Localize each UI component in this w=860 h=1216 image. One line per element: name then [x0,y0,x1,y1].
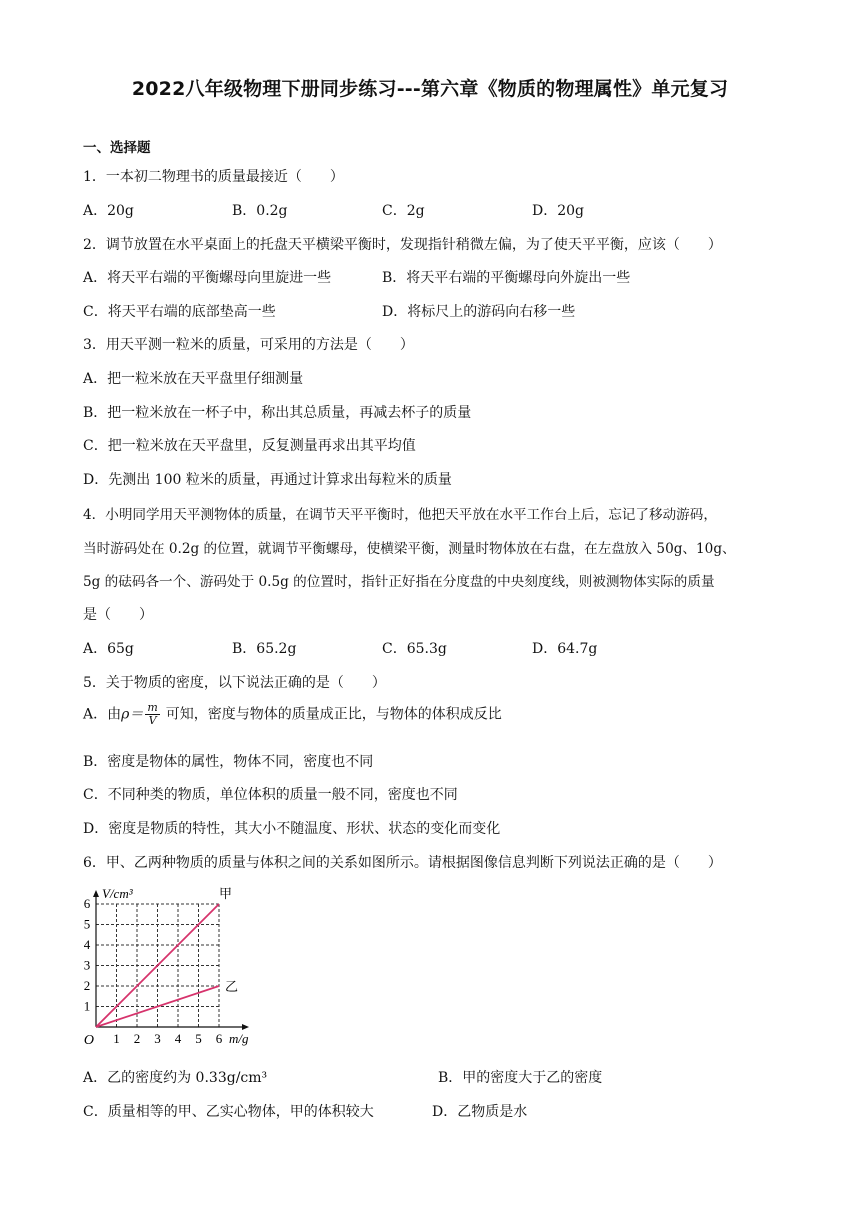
origin-label: O [83,1033,94,1048]
question-2-option-d: D．将标尺上的游码向右移一些 [382,304,576,320]
series-label: 甲 [219,887,233,902]
x-tick-label: 4 [174,1031,182,1046]
x-tick-label: 3 [154,1031,161,1046]
question-5-option-a [83,702,502,727]
question-2-option-a: A．将天平右端的平衡螺母向里旋进一些 [83,270,332,286]
question-4-line-2: 当时游码处在 0.2g 的位置，就调节平衡螺母，使横梁平衡，测量时物体放在右盘，在左盘放入 50g、10g、 [83,541,736,557]
question-2-option-b: B．将天平右端的平衡螺母向外旋出一些 [382,270,631,286]
question-4-option-a: A．65g [83,641,134,657]
y-tick-label: 2 [83,978,91,993]
density-formula-lhs: ρ＝ [121,706,144,723]
x-axis-arrow [242,1024,249,1030]
question-6-option-b: B．甲的密度大于乙的密度 [438,1070,603,1086]
question-3-option-a: A．把一粒米放在天平盘里仔细测量 [83,371,304,387]
question-4-line-4: 是（ ） [83,607,153,623]
question-3-option-c: C．把一粒米放在天平盘里，反复测量再求出其平均值 [83,438,416,454]
question-4-option-d: D．64.7g [532,641,598,657]
question-6-option-d: D．乙物质是水 [432,1104,528,1120]
question-5-option-c: C．不同种类的物质，单位体积的质量一般不同，密度也不同 [83,787,458,803]
y-tick-label: 1 [83,998,91,1014]
question-5-option-a-suffix: 可知，密度与物体的质量成正比，与物体的体积成反比 [165,706,502,723]
question-2-stem: 2．调节放置在水平桌面上的托盘天平横梁平衡时，发现指针稍微左偏，为了使天平平衡，应该（ ） [83,237,722,253]
question-4-line-3: 5g 的砝码各一个、游码处于 0.5g 的位置时，指针正好指在分度盘的中央刻度线，则被测物体实际的质量 [83,574,715,590]
question-1-stem: 1．一本初二物理书的质量最接近（ ） [83,169,344,185]
series-label: 乙 [225,980,239,995]
y-tick-label: 6 [83,896,91,911]
question-6-option-a: A．乙的密度约为 0.33g/cm³ [83,1070,268,1086]
formula-denominator: V [148,714,157,727]
mass-volume-graph [80,880,280,1055]
x-tick-label: 6 [215,1031,223,1046]
question-3-stem: 3．用天平测一粒米的质量，可采用的方法是（ ） [83,337,414,353]
question-1-option-c: C．2g [382,203,425,219]
page-title: 2022八年级物理下册同步练习---第六章《物质的物理属性》单元复习 [131,78,729,100]
question-4-option-c: C．65.3g [382,641,447,657]
question-1-option-a: A．20g [83,203,134,219]
question-5-option-b: B．密度是物体的属性，物体不同，密度也不同 [83,754,374,770]
question-6-option-c: C．质量相等的甲、乙实心物体，甲的体积较大 [83,1104,374,1120]
section-heading: 一、选择题 [83,140,151,156]
question-3-option-d: D．先测出 100 粒米的质量，再通过计算求出每粒米的质量 [83,472,452,488]
question-4-line-1: 4．小明同学用天平测物体的质量，在调节天平平衡时，他把天平放在水平工作台上后，忘记了移动游码， [83,507,717,523]
x-axis-label: m/g [229,1031,249,1046]
y-axis-arrow [93,890,99,897]
question-5-option-a-prefix: A．由 [83,706,122,723]
series-line-jia [96,904,219,1027]
x-tick-label: 5 [195,1031,202,1046]
question-5-stem: 5．关于物质的密度，以下说法正确的是（ ） [83,675,386,691]
y-tick-label: 3 [83,957,91,973]
density-formula-fraction [145,702,159,727]
question-3-option-b: B．把一粒米放在一杯子中，称出其总质量，再减去杯子的质量 [83,405,472,421]
x-tick-label: 1 [113,1031,120,1046]
question-6-stem: 6．甲、乙两种物质的质量与体积之间的关系如图所示。请根据图像信息判断下列说法正确的是（ ） [83,855,722,871]
question-5-option-d: D．密度是物质的特性，其大小不随温度、形状、状态的变化而变化 [83,821,501,837]
question-1-option-b: B．0.2g [232,203,288,219]
y-axis-label: V/cm³ [102,886,133,901]
question-1-option-d: D．20g [532,203,585,219]
x-tick-label: 2 [133,1031,141,1046]
question-4-option-b: B．65.2g [232,641,297,657]
question-2-option-c: C．将天平右端的底部垫高一些 [83,304,276,320]
y-tick-label: 4 [83,937,91,952]
y-tick-label: 5 [83,916,91,932]
formula-numerator: m [147,701,158,714]
